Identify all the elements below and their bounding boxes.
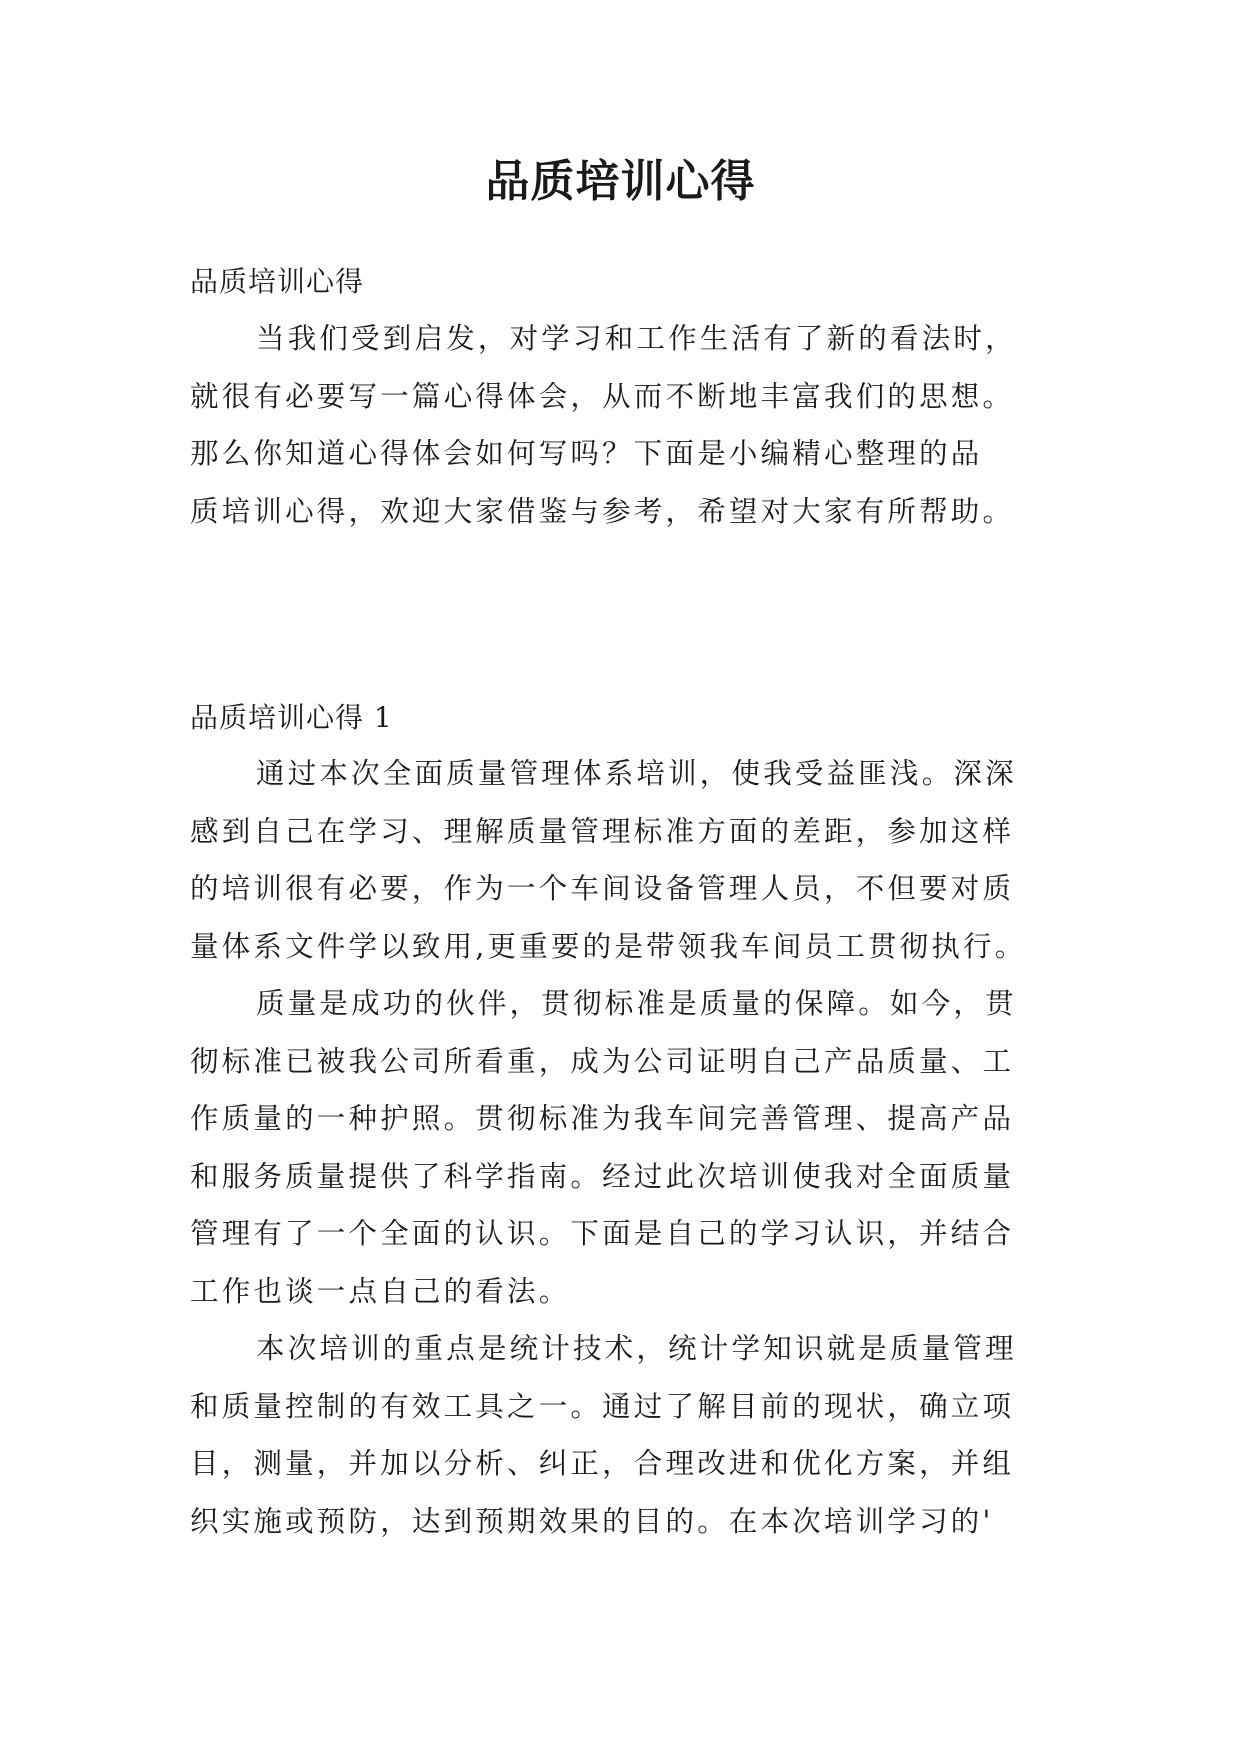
paragraph-3 [190,1320,1060,1550]
paragraph-line: 作质量的一种护照。贯彻标准为我车间完善管理、提高产品 [190,1102,1015,1135]
intro-heading: 品质培训心得 [190,265,365,298]
paragraph-line: 那么你知道心得体会如何写吗？下面是小编精心整理的品 [190,437,983,470]
paragraph-line: 工作也谈一点自己的看法。 [190,1274,571,1308]
paragraph-line: 质培训心得，欢迎大家借鉴与参考，希望对大家有所帮助。 [190,494,1015,528]
paragraph-line: 的培训很有必要，作为一个车间设备管理人员，不但要对质 [190,872,1015,905]
paragraph-line: 彻标准已被我公司所看重，成为公司证明自己产品质量、工 [190,1044,1015,1078]
paragraph-line: 管理有了一个全面的认识。下面是自己的学习认识，并结合 [190,1217,1015,1250]
document-title: 品质培训心得 [485,156,756,207]
paragraph-line: 通过本次全面质量管理体系培训，使我受益匪浅。深深 [256,757,1017,790]
paragraph-line: 和质量控制的有效工具之一。通过了解目前的现状，确立项 [190,1389,1015,1423]
paragraph-2 [190,975,1060,1320]
paragraph-line: 织实施或预防，达到预期效果的目的。在本次培训学习的' [190,1504,994,1538]
paragraph-line: 量体系文件学以致用,更重要的是带领我车间员工贯彻执行。 [190,929,1027,963]
paragraph-line: 感到自己在学习、理解质量管理标准方面的差距，参加这样 [190,814,1015,848]
paragraph-1 [190,745,1060,975]
paragraph-line: 目，测量，并加以分析、纠正，合理改进和优化方案，并组 [190,1447,1015,1480]
paragraph-line: 和服务质量提供了科学指南。经过此次培训使我对全面质量 [190,1159,1015,1193]
paragraph-line: 质量是成功的伙伴，贯彻标准是质量的保障。如今，贯 [256,987,1017,1020]
intro-paragraph [190,310,1060,540]
section-heading: 品质培训心得 1 [190,701,393,734]
paragraph-line: 本次培训的重点是统计技术，统计学知识就是质量管理 [256,1332,1017,1365]
paragraph-line: 就很有必要写一篇心得体会，从而不断地丰富我们的思想。 [190,379,1015,413]
paragraph-line: 当我们受到启发，对学习和工作生活有了新的看法时， [256,322,1017,355]
